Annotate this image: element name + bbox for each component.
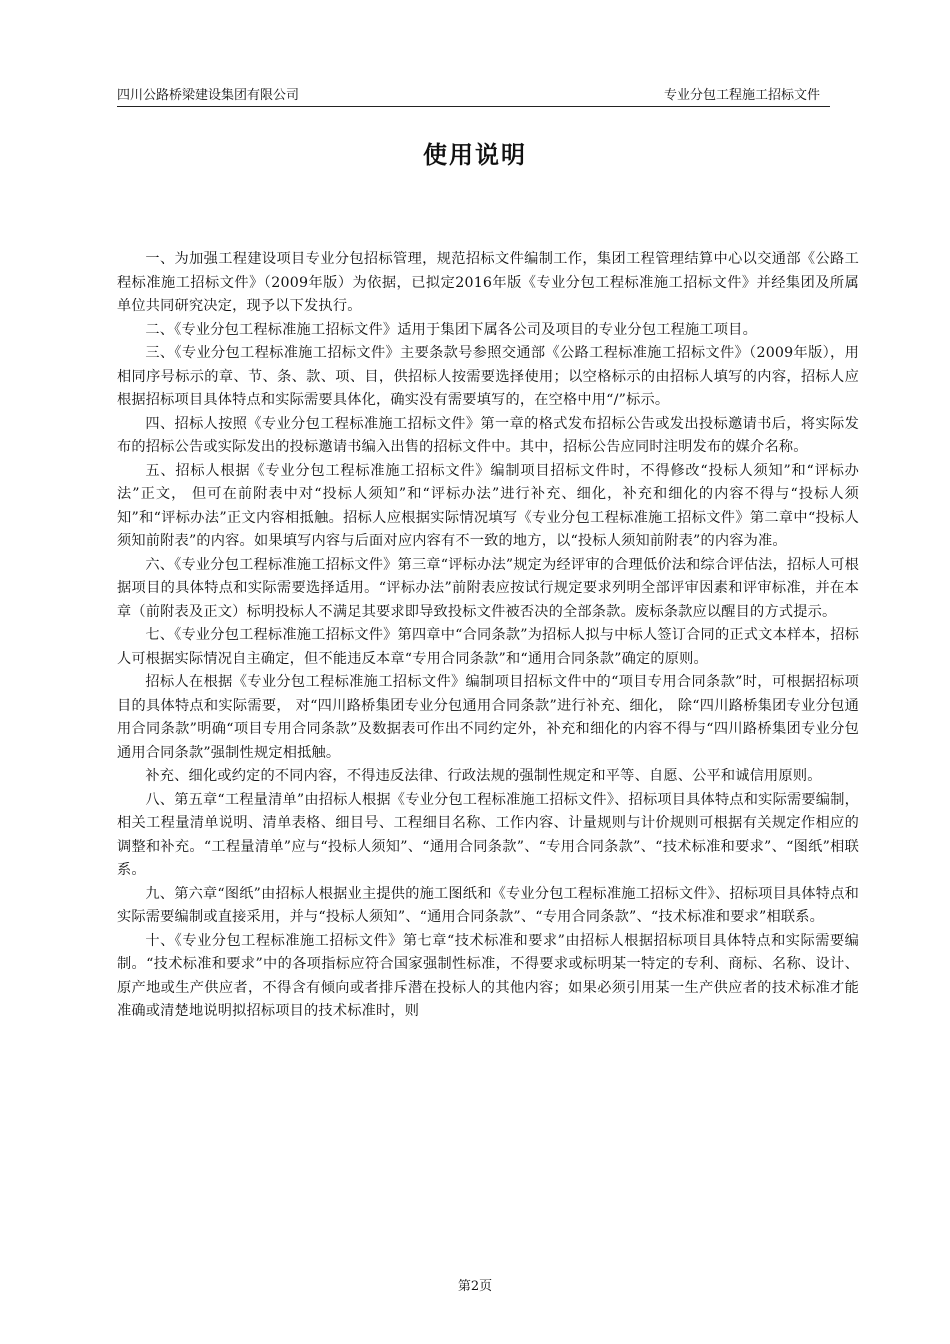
page-title: 使用说明 [423, 141, 527, 169]
paragraph-8: 八、第五章“工程量清单”由招标人根据《专业分包工程标准施工招标文件》、招标项目具体特点和实际需要编制，相关工程量清单说明、清单表格、细目号、工程细目名称、工作内容、计量规则与计价规则可根据有关规定作相应的调整和补充。“工程量清单”应与“投标人须知”、“通用合同条款”、“专用合同条款”、“技术标准和要求”、“图纸”相联系。 [117, 791, 859, 878]
paragraph-7a: 招标人在根据《专业分包工程标准施工招标文件》编制项目招标文件中的“项目专用合同条款”时，可根据招标项目的具体特点和实际需要， 对“四川路桥集团专业分包通用合同条款”进行补充、细化， 除“四川路桥集团专业分包通用合同条款”明确“项目专用合同条款”及数据表可作出不同约定外，补充和细化的内容不得与“四川路桥集团专业分包通用合同条款”强制性规定相抵触。 [117, 674, 859, 761]
paragraph-7: 七、《专业分包工程标准施工招标文件》第四章中“合同条款”为招标人拟与中标人签订合同的正式文本样本，招标人可根据实际情况自主确定，但不能违反本章“专用合同条款”和“通用合同条款”确定的原则。 [117, 627, 859, 667]
paragraph-6: 六、《专业分包工程标准施工招标文件》第三章“评标办法”规定为经评审的合理低价法和综合评估法，招标人可根据项目的具体特点和实际需要选择适用。“评标办法”前附表应按试行规定要求列明全部评审因素和评审标准，并在本章（前附表及正文）标明投标人不满足其要求即导致投标文件被否决的全部条款。废标条款应以醒目的方式提示。 [117, 556, 859, 620]
paragraph-7b: 补充、细化或约定的不同内容，不得违反法律、行政法规的强制性规定和平等、自愿、公平和诚信用原则。 [145, 768, 822, 784]
paragraph-1: 一、为加强工程建设项目专业分包招标管理，规范招标文件编制工作，集团工程管理结算中心以交通部《公路工程标准施工招标文件》（2009年版）为依据，已拟定2016年版《专业分包工程标准施工招标文件》并经集团及所属单位共同研究决定，现予以下发执行。 [117, 251, 859, 314]
document-body [117, 248, 859, 1024]
paragraph-2: 二、《专业分包工程标准施工招标文件》适用于集团下属各公司及项目的专业分包工程施工项目。 [145, 321, 757, 338]
header-document-name: 专业分包工程施工招标文件 [663, 88, 820, 103]
page-number: 第2页 [457, 1279, 493, 1294]
page-header [117, 86, 830, 107]
paragraph-9: 九、第六章“图纸”由招标人根据业主提供的施工图纸和《专业分包工程标准施工招标文件》、招标项目具体特点和实际需要编制或直接采用，并与“投标人须知”、“通用合同条款”、“专用合同条款”、“技术标准和要求”相联系。 [117, 885, 859, 925]
header-company-name: 四川公路桥梁建设集团有限公司 [117, 88, 300, 103]
paragraph-10: 十、《专业分包工程标准施工招标文件》第七章“技术标准和要求”由招标人根据招标项目具体特点和实际需要编制。“技术标准和要求”中的各项指标应符合国家强制性标准，不得要求或标明某一特定的专利、商标、名称、设计、原产地或生产供应者，不得含有倾向或者排斥潜在投标人的其他内容；如果必须引用某一生产供应者的技术标准才能准确或清楚地说明拟招标项目的技术标准时，则 [117, 932, 859, 1019]
paragraph-3: 三、《专业分包工程标准施工招标文件》主要条款号参照交通部《公路工程标准施工招标文件》（2009年版），用相同序号标示的章、节、条、款、项、目，供招标人按需要选择使用；以空格标示的由招标人填写的内容，招标人应根据招标项目具体特点和实际需要具体化，确实没有需要填写的，在空格中用“/”标示。 [117, 345, 859, 408]
paragraph-4: 四、招标人按照《专业分包工程标准施工招标文件》第一章的格式发布招标公告或发出投标邀请书后，将实际发布的招标公告或实际发出的投标邀请书编入出售的招标文件中。其中，招标公告应同时注明发布的媒介名称。 [117, 415, 859, 455]
paragraph-5: 五、招标人根据《专业分包工程标准施工招标文件》编制项目招标文件时，不得修改“投标人须知”和“评标办法”正文， 但可在前附表中对“投标人须知”和“评标办法”进行补充、细化，补充和细化的内容不得与“投标人须知”和“评标办法”正文内容相抵触。招标人应根据实际情况填写《专业分包工程标准施工招标文件》第二章中“投标人须知前附表”的内容。如果填写内容与后面对应内容有不一致的地方，以“投标人须知前附表”的内容为准。 [117, 462, 859, 549]
